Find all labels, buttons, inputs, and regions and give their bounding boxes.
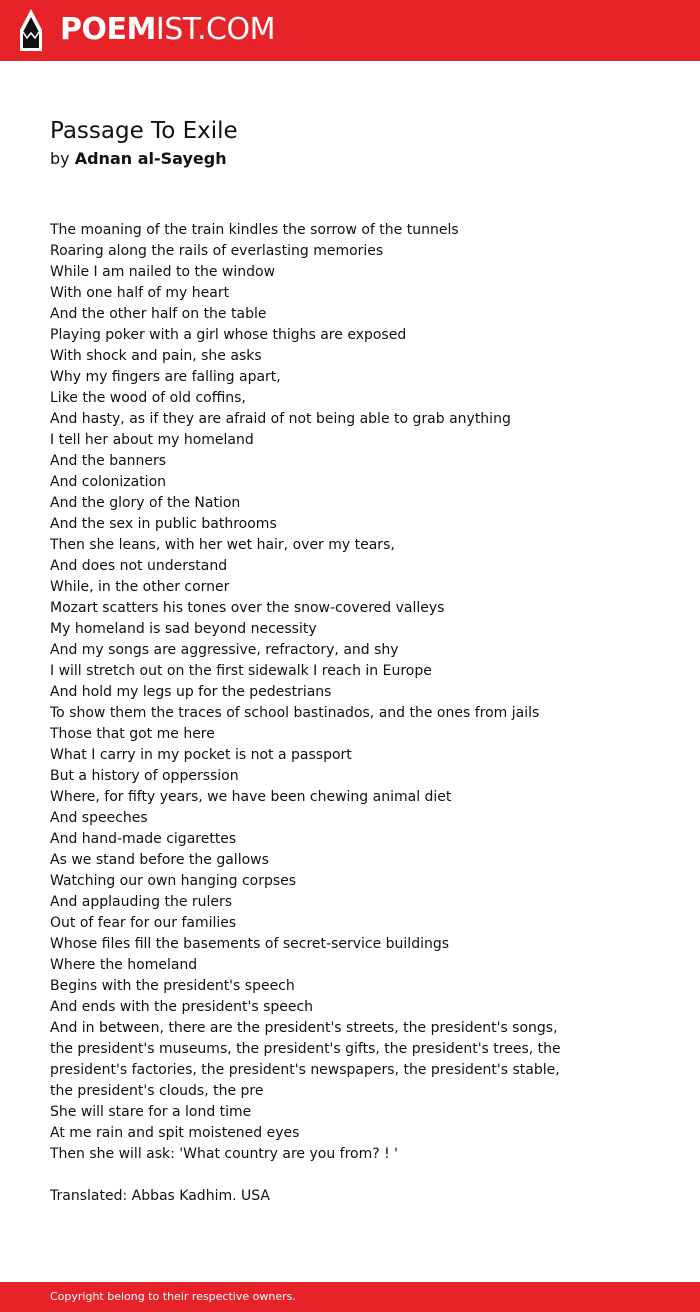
poem-line: With one half of my heart (50, 285, 230, 301)
poem-line: And my songs are aggressive, refractory, and shy (50, 642, 399, 658)
poem-line: Then she will ask: 'What country are you from? ! ' (50, 1146, 399, 1162)
poem-line: As we stand before the gallows (50, 852, 269, 868)
poem-line: And the banners (50, 453, 167, 469)
poem-line: Watching our own hanging corpses (50, 873, 297, 889)
pencil-icon (18, 8, 44, 52)
poem-line: Then she leans, with her wet hair, over my tears, (50, 537, 395, 553)
poem-line: I will stretch out on the first sidewalk I reach in Europe (50, 663, 432, 679)
wordmark-light: IST.COM (155, 12, 275, 47)
poem-author: Adnan al-Sayegh (74, 149, 227, 168)
poem-line: And applauding the rulers (50, 894, 233, 910)
poem-line: president's factories, the president's newspapers, the president's stable, (50, 1062, 560, 1078)
poem-content (50, 115, 660, 1207)
poem-translator: Translated: Abbas Kadhim. USA (50, 1188, 270, 1204)
poem-line: Where, for fifty years, we have been chewing animal diet (50, 789, 452, 805)
poem-body (50, 220, 660, 1165)
poem-line: And hand-made cigarettes (50, 831, 237, 847)
poem-line: The moaning of the train kindles the sorrow of the tunnels (50, 222, 459, 238)
site-footer (0, 1282, 700, 1312)
poem-line: She will stare for a lond time (50, 1104, 252, 1120)
poem-line: Begins with the president's speech (50, 978, 295, 994)
poem-line: But a history of opperssion (50, 768, 239, 784)
poem-line: Why my fingers are falling apart, (50, 369, 281, 385)
poem-line: And hold my legs up for the pedestrians (50, 684, 332, 700)
poem-line: Out of fear for our families (50, 915, 237, 931)
poem-line: Like the wood of old coffins, (50, 390, 246, 406)
poem-line: Mozart scatters his tones over the snow-covered valleys (50, 600, 445, 616)
poem-line: While I am nailed to the window (50, 264, 276, 280)
poem-line: Playing poker with a girl whose thighs are exposed (50, 327, 407, 343)
poem-line: While, in the other corner (50, 579, 230, 595)
poem-line: I tell her about my homeland (50, 432, 254, 448)
poem-title: Passage To Exile (50, 118, 238, 144)
poem-line: At me rain and spit moistened eyes (50, 1125, 300, 1141)
poem-line: With shock and pain, she asks (50, 348, 262, 364)
site-wordmark (60, 8, 275, 52)
poem-line: And colonization (50, 474, 167, 490)
footer-copyright: Copyright belong to their respective owners. (50, 1290, 296, 1303)
poem-line: Those that got me here (50, 726, 215, 742)
poem-line: And does not understand (50, 558, 228, 574)
wordmark-bold: POEM (60, 12, 156, 47)
poem-line: And hasty, as if they are afraid of not being able to grab anything (50, 411, 511, 427)
poem-byline (50, 148, 660, 170)
byline-prefix: by (50, 149, 70, 168)
site-logo-link[interactable] (18, 8, 275, 52)
poem-line: And speeches (50, 810, 148, 826)
poem-line: Whose files fill the basements of secret-service buildings (50, 936, 450, 952)
poem-line: My homeland is sad beyond necessity (50, 621, 317, 637)
poem-line: And the sex in public bathrooms (50, 516, 277, 532)
poem-line: Where the homeland (50, 957, 198, 973)
poem-line: And in between, there are the president's streets, the president's songs, (50, 1020, 558, 1036)
poem-line: What I carry in my pocket is not a passport (50, 747, 352, 763)
poem-line: Roaring along the rails of everlasting memories (50, 243, 384, 259)
poem-line: And the glory of the Nation (50, 495, 241, 511)
poem-line: And the other half on the table (50, 306, 267, 322)
poem-line: the president's museums, the president's gifts, the president's trees, the (50, 1041, 561, 1057)
site-header (0, 0, 700, 61)
poem-line: And ends with the president's speech (50, 999, 314, 1015)
poem-line: To show them the traces of school bastinados, and the ones from jails (50, 705, 540, 721)
poem-line: the president's clouds, the pre (50, 1083, 264, 1099)
